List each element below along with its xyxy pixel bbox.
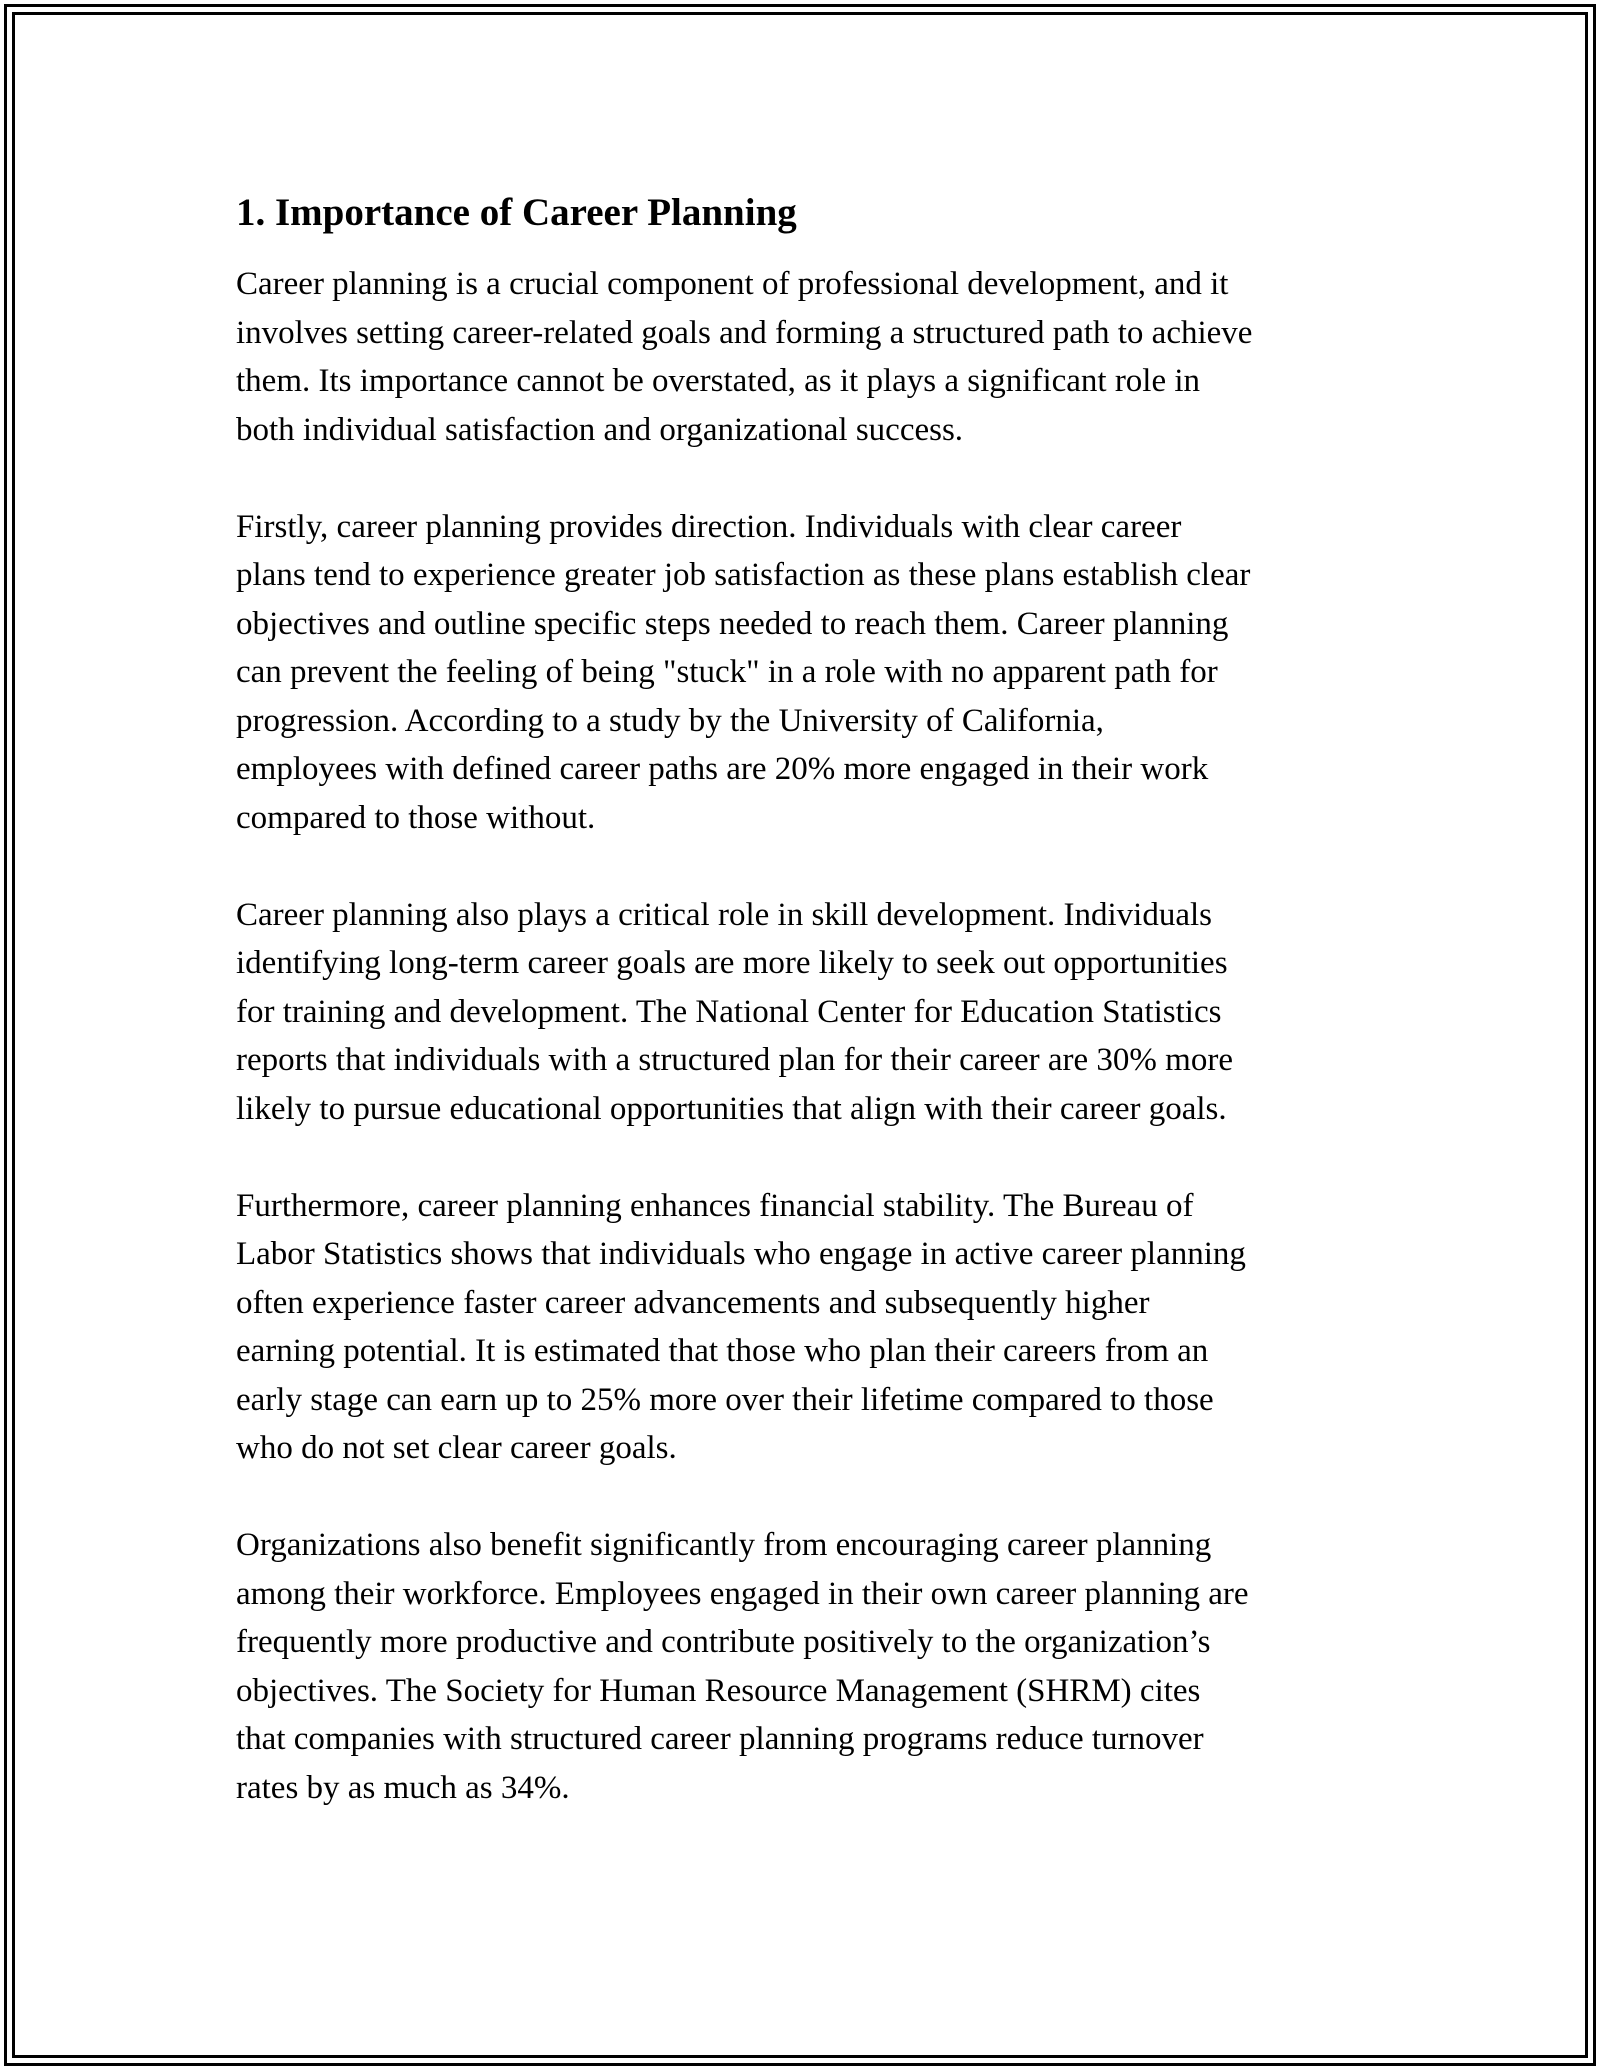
document-body: [236, 186, 1376, 1861]
paragraph-1: Career planning is a crucial component of professional development, and it involves setting career-related goals and forming a structured path to achieve them. Its importance cannot be overstated, as it plays a significant role in both individual satisfaction and organizational success.: [236, 266, 1253, 448]
paragraph-5: Organizations also benefit significantly from encouraging career planning among their workforce. Employees engaged in their own career planning are frequently more productive and contribute positively to the organization’s objectives. The Society for Human Resource Management (SHRM) cites that companies with structured career planning programs reduce turnover rates by as much as 34%.: [236, 1527, 1249, 1806]
paragraph-2: Firstly, career planning provides direction. Individuals with clear career plans tend to experience greater job satisfaction as these plans establish clear objectives and outline specific steps needed to reach them. Career planning can prevent the feeling of being "stuck" in a role with no apparent path for progression. According to a study by the University of California, employees with defined career paths are 20% more engaged in their work compared to those without.: [236, 508, 1251, 836]
paragraph-3: Career planning also plays a critical role in skill development. Individuals identifying long-term career goals are more likely to seek out opportunities for training and development. The National Center for Education Statistics reports that individuals with a structured plan for their career are 30% more likely to pursue educational opportunities that align with their career goals.: [236, 896, 1233, 1127]
section-title: 1. Importance of Career Planning: [236, 191, 797, 234]
paragraph-4: Furthermore, career planning enhances financial stability. The Bureau of Labor Statistics shows that individuals who engage in active career planning often experience faster career advancements and subsequently higher earning potential. It is estimated that those who plan their careers from an early stage can earn up to 25% more over their lifetime compared to those who do not set clear career goals.: [236, 1187, 1246, 1466]
